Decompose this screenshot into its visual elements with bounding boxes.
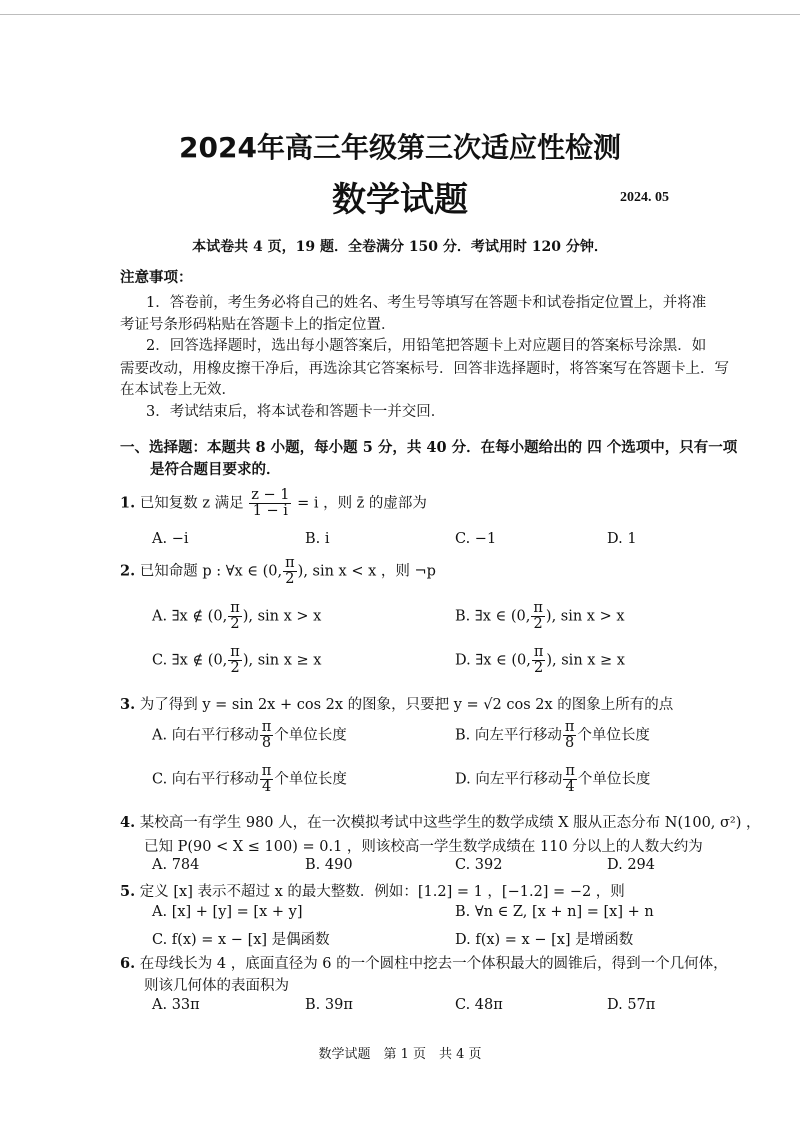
option-pre: A. 向右平行移动 <box>152 727 259 744</box>
fraction-den: 8 <box>563 735 577 751</box>
fraction-num: π <box>533 644 544 660</box>
question-1 <box>120 488 427 519</box>
q1-fraction-den: 1 − i <box>249 503 291 519</box>
q4-option-c: C. 392 <box>455 857 503 873</box>
subject-title: 数学试题 <box>332 180 468 220</box>
q4-stem-line-2: 已知 P(90 < X ≤ 100) = 0.1 ，则该校高一学生数学成绩在 110 分以上的人数大约为 <box>144 839 703 855</box>
option-post: 个单位长度 <box>274 727 347 744</box>
option-fraction <box>563 764 577 795</box>
q6-stem-line-2: 则该几何体的表面积为 <box>144 978 289 994</box>
q1-option-d: D. 1 <box>607 531 637 547</box>
pi-over-2-fraction <box>531 601 545 632</box>
exam-title: 2024年高三年级第三次适应性检测 <box>179 131 621 164</box>
fraction-den: 4 <box>260 779 274 795</box>
option-post: ), sin x ≥ x <box>242 652 322 669</box>
option-fraction <box>563 720 577 751</box>
q1-fraction <box>249 488 291 519</box>
option-pre: D. ∃x ∈ (0, <box>455 652 531 669</box>
fraction-den: 2 <box>531 616 545 632</box>
option-pre: C. 向右平行移动 <box>152 771 259 788</box>
option-post: ), sin x > x <box>545 608 625 625</box>
fraction-num: π <box>565 763 575 779</box>
question-number: 4. <box>120 814 136 831</box>
note-2-line-1: 2．回答选择题时，选出每小题答案后，用铅笔把答题卡上对应题目的答案标号涂黑．如 <box>146 338 707 354</box>
fraction-den: 2 <box>228 616 242 632</box>
q1-stem-pre: 已知复数 z 满足 <box>139 495 244 512</box>
question-6 <box>120 952 728 973</box>
q5-stem: 定义 [x] 表示不超过 x 的最大整数．例如：[1.2] = 1 ，[−1.2] = −2 ，则 <box>139 884 625 900</box>
q2-option-d <box>455 645 625 676</box>
fraction-num: π <box>261 763 272 779</box>
note-1-line-2: 考证号条形码粘贴在答题卡上的指定位置． <box>120 317 396 333</box>
question-2 <box>120 556 436 587</box>
option-post: ), sin x > x <box>242 608 322 625</box>
pi-over-2-fraction <box>228 645 242 676</box>
question-5 <box>120 880 625 901</box>
fraction-den: 8 <box>260 735 274 751</box>
note-2-line-2: 需要改动，用橡皮擦干净后，再选涂其它答案标号．回答非选择题时，将答案写在答题卡上．写 <box>120 361 729 377</box>
option-post: 个单位长度 <box>577 727 650 744</box>
q6-stem-line-1: 在母线长为 4 ，底面直径为 6 的一个圆柱中挖去一个体积最大的圆锥后，得到一个几何体， <box>139 956 728 972</box>
option-post: ), sin x ≥ x <box>546 652 625 669</box>
q5-option-d: D. f(x) = x − [x] 是增函数 <box>455 932 634 948</box>
option-pre: C. ∃x ∉ (0, <box>152 652 228 669</box>
exam-date: 2024. 05 <box>620 190 669 205</box>
option-pre: A. ∃x ∉ (0, <box>152 608 228 625</box>
question-number: 5. <box>120 883 136 900</box>
option-fraction <box>260 720 274 751</box>
question-3 <box>120 693 673 714</box>
option-post: 个单位长度 <box>577 771 651 788</box>
exam-meta: 本试卷共 4 页，19 题．全卷满分 150 分．考试用时 120 分钟． <box>192 239 608 255</box>
q1-fraction-num: z − 1 <box>251 487 290 503</box>
q6-option-a: A. 33π <box>152 997 200 1013</box>
q2-stem-post: ), sin x < x ，则 ¬p <box>297 563 436 580</box>
fraction-num: π <box>230 644 240 660</box>
section-heading-line-2: 是符合题目要求的． <box>150 461 281 478</box>
option-pre: B. 向左平行移动 <box>455 727 562 744</box>
q5-option-a: A. [x] + [y] = [x + y] <box>152 904 303 920</box>
option-post: 个单位长度 <box>274 771 347 788</box>
fraction-num: π <box>285 555 295 571</box>
q6-option-c: C. 48π <box>455 997 503 1013</box>
note-3: 3．考试结束后，将本试卷和答题卡一并交回． <box>146 404 446 420</box>
section-heading-line-1: 一、选择题：本题共 8 小题，每小题 5 分，共 40 分．在每小题给出的 四 个选项中，只有一项 <box>120 439 738 456</box>
pi-over-2-fraction <box>532 645 546 676</box>
fraction-den: 2 <box>228 660 242 676</box>
q6-option-d: D. 57π <box>607 997 656 1013</box>
page-footer: 数学试题 第 1 页 共 4 页 <box>318 1047 482 1062</box>
q1-option-c: C. −1 <box>455 531 497 547</box>
question-number: 3. <box>120 696 136 713</box>
q4-option-b: B. 490 <box>305 857 353 873</box>
fraction-den: 2 <box>532 660 546 676</box>
fraction-num: π <box>261 719 272 735</box>
option-fraction <box>260 764 274 795</box>
q4-stem-line-1: 某校高一有学生 980 人，在一次模拟考试中这些学生的数学成绩 X 服从正态分布 N(100, σ²) ， <box>139 815 761 831</box>
fraction-den: 2 <box>283 571 297 587</box>
pi-over-2-fraction <box>228 601 242 632</box>
q6-option-b: B. 39π <box>305 997 353 1013</box>
q2-option-a <box>152 601 321 632</box>
q2-stem-pre: 已知命题 p : ∀x ∈ (0, <box>139 563 283 580</box>
q3-option-d <box>455 764 650 795</box>
fraction-num: π <box>230 600 240 616</box>
note-2-line-3: 在本试卷上无效． <box>120 382 236 398</box>
top-border-line <box>0 14 800 15</box>
fraction-num: π <box>533 600 543 616</box>
question-number: 6. <box>120 955 136 972</box>
question-4 <box>120 811 761 832</box>
q3-option-a <box>152 720 347 751</box>
pi-over-2-fraction <box>283 556 297 587</box>
q1-option-a: A. −i <box>152 531 189 547</box>
note-1-line-1: 1．答卷前，考生务必将自己的姓名、考生号等填写在答题卡和试卷指定位置上，并将准 <box>146 295 707 311</box>
q2-option-c <box>152 645 321 676</box>
q5-option-c: C. f(x) = x − [x] 是偶函数 <box>152 932 330 948</box>
fraction-den: 4 <box>563 779 577 795</box>
q1-stem-post: = i ，则 z̄ 的虚部为 <box>297 495 427 512</box>
fraction-num: π <box>564 719 575 735</box>
q3-option-c <box>152 764 347 795</box>
question-number: 1. <box>120 494 136 512</box>
option-pre: B. ∃x ∈ (0, <box>455 608 531 625</box>
notes-heading: 注意事项： <box>120 269 193 286</box>
question-number: 2. <box>120 562 136 580</box>
q5-option-b: B. ∀n ∈ Z, [x + n] = [x] + n <box>455 904 654 920</box>
q4-option-d: D. 294 <box>607 857 656 873</box>
q3-stem: 为了得到 y = sin 2x + cos 2x 的图象，只要把 y = √2 cos 2x 的图象上所有的点 <box>139 697 674 713</box>
q1-option-b: B. i <box>305 531 330 547</box>
option-pre: D. 向左平行移动 <box>455 771 563 788</box>
q3-option-b <box>455 720 650 751</box>
q2-option-b <box>455 601 625 632</box>
q4-option-a: A. 784 <box>152 857 200 873</box>
